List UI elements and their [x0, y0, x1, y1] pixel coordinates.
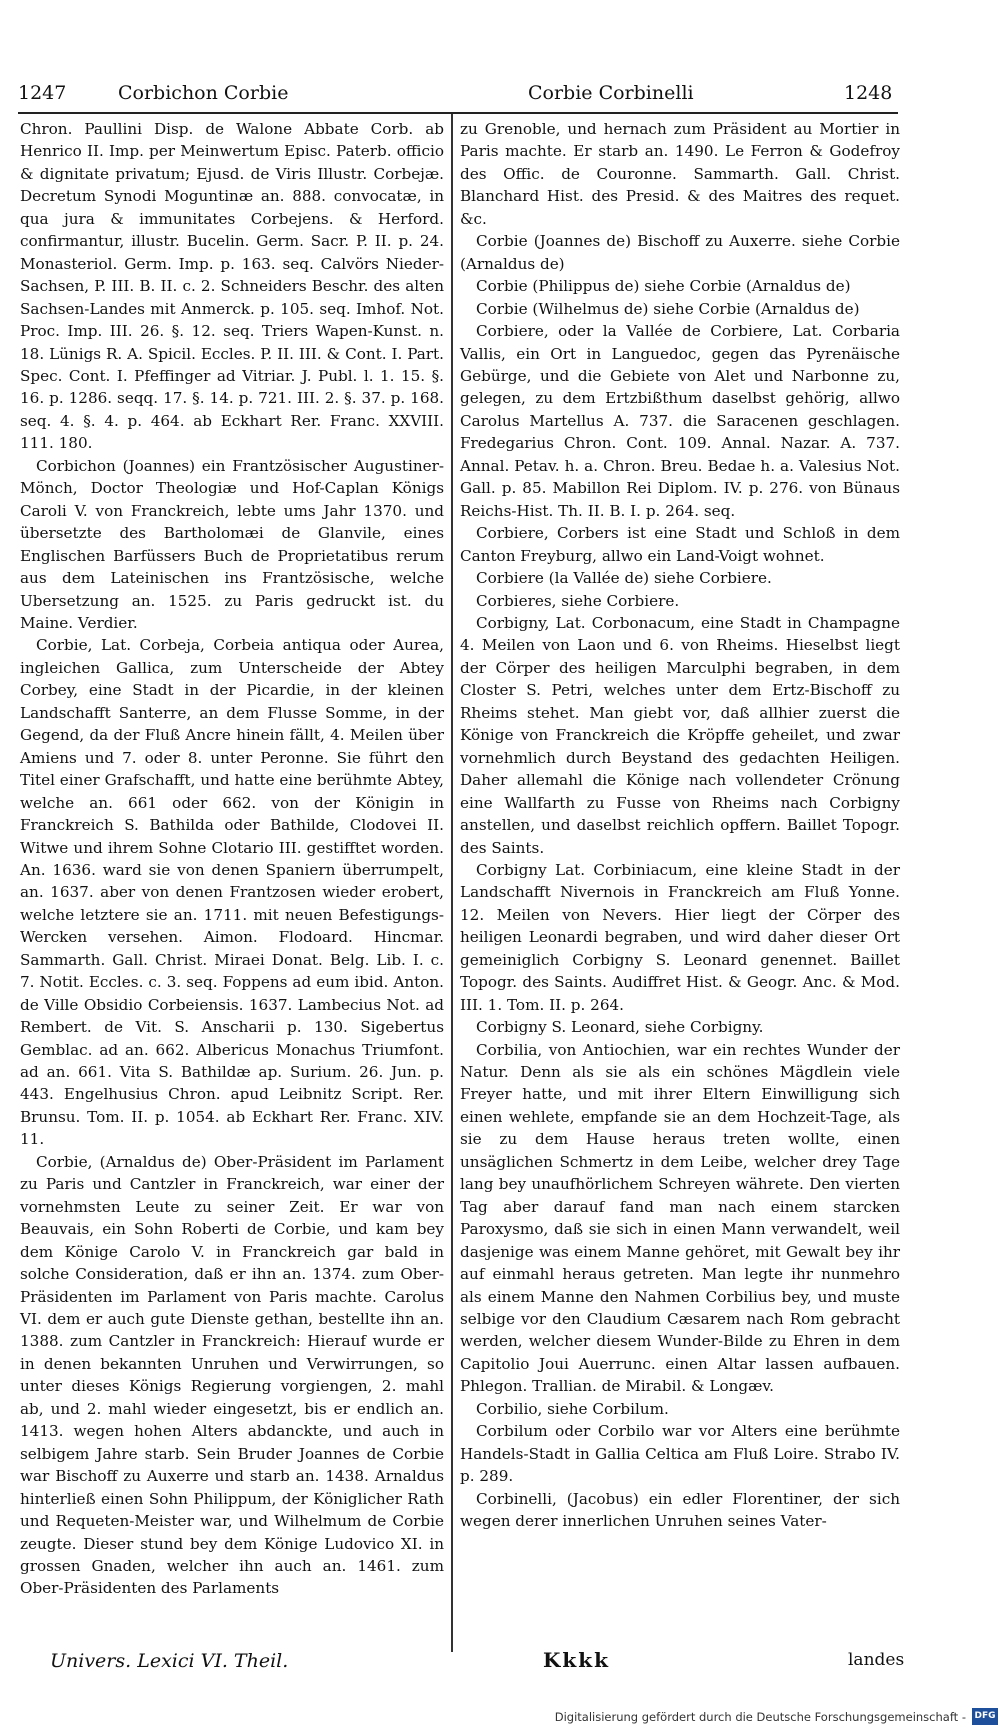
entry-paragraph: Corbilum oder Corbilo war vor Alters eine berühmte Handels-Stadt in Gallia Celtica am Fluß Loire. Strabo IV. p. 289. — [460, 1422, 900, 1486]
dfg-logo-icon: DFG — [972, 1708, 998, 1725]
entry-paragraph: Corbie, Lat. Corbeja, Corbeia antiqua oder Aurea, ingleichen Gallica, zum Unterscheide der Abtey Corbey, eine Stadt in der Picardie, in der kleinen Landschafft Santerre, an dem Flusse Somme, in der Gegend, da der Fluß Ancre hinein fällt, 4. Meilen über Amiens und 7. oder 8. unter Peronne. Sie führt den Titel einer Grafschafft, und hatte eine berühmte Abtey, welche an. 661 oder 662. von der Königin in Franckreich S. Bathilda oder Bathilde, Clodovei II. Witwe und ihrem Sohne Clotario III. gestifftet worden. An. 1636. ward sie von denen Spaniern überrumpelt, an. 1637. aber von denen Frantzosen wieder erobert, welche letztere sie an. 1711. mit neuen Befestigungs-Wercken versehen. Aimon. Flodoard. Hincmar. Sammarth. Gall. Christ. Miraei Donat. Belg. Lib. I. c. 7. Notit. Eccles. c. 3. seq. Foppens ad eum ibid. Anton. de Ville Obsidio Corbeiensis. 1637. Lambecius Not. ad Rembert. de Vit. S. Anscharii p. 130. Sigebertus Gemblac. ad an. 662. Albericus Monachus Triumfont. ad an. 661. Vita S. Bathildæ ap. Surium. 26. Jun. p. 443. Engelhusius Chron. apud Leibnitz Script. Rer. Brunsu. Tom. II. p. 1054. ab Eckhart Rer. Franc. XIV. 11. — [20, 636, 444, 1149]
page-number-left: 1247 — [18, 82, 67, 104]
digitization-credit-bar — [0, 1706, 1000, 1729]
entry-paragraph: Corbinelli, (Jacobus) ein edler Florentiner, der sich wegen derer innerlichen Unruhen seines Vater- — [460, 1489, 900, 1531]
entry-paragraph: Corbigny Lat. Corbiniacum, eine kleine Stadt in der Landschafft Nivernois in Franckreich am Fluß Yonne. 12. Meilen von Nevers. Hier liegt der Cörper des heiligen Leonardi begraben, und wird daher dieser Ort gemeiniglich Corbigny S. Leonard genennet. Baillet Topogr. des Saints. Audiffret Hist. & Geogr. Anc. & Mod. III. 1. Tom. II. p. 264. — [460, 860, 900, 1014]
headwords-right: Corbie Corbinelli — [528, 82, 694, 104]
entry-paragraph: Corbiere, Corbers ist eine Stadt und Schloß in dem Canton Freyburg, allwo ein Land-Voigt wohnet. — [460, 524, 900, 565]
entry-paragraph: Corbie, (Arnaldus de) Ober-Präsident im Parlament zu Paris und Cantzler in Franckreich, war einer der vornehmsten Leute zu seiner Zeit. Er war von Beauvais, ein Sohn Roberti de Corbie, und kam bey dem Könige Carolo V. in Franckreich gar bald in solche Consideration, daß er ihn an. 1374. zum Ober-Präsidenten im Parlament von Paris machte. Carolus VI. dem er auch gute Dienste gethan, bestellte ihn an. 1388. zum Cantzler in Franckreich: Hierauf wurde er in denen bekannten Unruhen und Verwirrungen, so unter dieses Königs Regierung vorgiengen, 2. mahl ab, und 2. mahl wieder eingesetzt, bis er endlich an. 1413. wegen hohen Alters abdanckte, und auch in selbigem Jahre starb. Sein Bruder Joannes de Corbie war Bischoff zu Auxerre und starb an. 1438. Arnaldus hinterließ einen Sohn Philippum, der Königlicher Rath und Requeten-Meister war, und Wilhelmum de Corbie zeugte. Dieser stund bey dem Könige Ludovico XI. in grossen Gnaden, welcher ihn auch an. 1461. zum Ober-Präsidenten des Parlaments — [20, 1152, 444, 1598]
entry-paragraph: Corbilia, von Antiochien, war ein rechtes Wunder der Natur. Denn als sie als ein schönes Mägdlein viele Freyer hatte, und mit ihrer Eltern Einwilligung sich einen wehlete, empfande sie an dem Hochzeit-Tage, als sie zu dem Hause heraus treten wollte, einen unsäglichen Schmertz in dem Leibe, welcher drey Tage lang bey unaufhörlichem Schreyen währete. Den vierten Tag aber darauf fand man nach einem starcken Paroxysmo, daß sie sich in einen Mann verwandelt, weil dasjenige was einem Manne gehöret, mit Gewalt bey ihr auf einmahl heraus getreten. Man legte ihr nunmehro als einem Manne den Nahmen Corbilius bey, und muste selbige vor den Claudium Cæsarem nach Rom gebracht werden, welcher diesem Wunder-Bilde zu Ehren in dem Capitolio Joui Auerrunc. einen Altar lassen aufbauen. Phlegon. Trallian. de Mirabil. & Longæv. — [460, 1040, 900, 1396]
entry-paragraph: Corbieres, siehe Corbiere. — [476, 591, 680, 610]
entry-paragraph: Corbie (Philippus de) siehe Corbie (Arnaldus de) — [476, 277, 851, 296]
volume-signature: Univers. Lexici VI. Theil. — [50, 1650, 289, 1672]
entry-paragraph: Corbie (Joannes de) Bischoff zu Auxerre. siehe Corbie (Arnaldus de) — [460, 232, 900, 273]
right-column — [460, 118, 900, 1533]
entry-paragraph: Chron. Paullini Disp. de Walone Abbate Corb. ab Henrico II. Imp. per Meinwertum Episc. Paterb. officio & dignitate privatum; Ejusd. de Viris Illustr. Corbejæ. Decretum Synodi Moguntinæ an. 888. convocatæ, in qua jura & immunitates Corbejens. & Herford. confirmantur, illustr. Bucelin. Germ. Sacr. P. II. p. 24. Monasteriol. Germ. Imp. p. 163. seq. Calvörs Nieder-Sachsen, P. III. B. II. c. 2. Schneiders Beschr. des alten Sachsen-Landes mit Anmerck. p. 105. seq. Imhof. Not. Proc. Imp. III. 26. §. 12. seq. Triers Wapen-Kunst. n. 18. Lünigs R. A. Spicil. Eccles. P. II. III. & Cont. I. Part. Spec. Cont. I. Pfeffinger ad Vitriar. J. Publ. l. 1. 15. §. 16. p. 1286. seqq. 17. §. 14. p. 721. III. 2. §. 37. p. 168. seq. 4. §. 4. p. 464. ab Eckhart Rer. Franc. XXVIII. 111. 180. — [20, 120, 444, 453]
entry-paragraph: Corbiere, oder la Vallée de Corbiere, Lat. Corbaria Vallis, ein Ort in Languedoc, gegen das Pyrenäische Gebürge, und die Gebiete von Alet und Narbonne zu, gelegen, zu dem Ertzbißthum daselbst gehörig, allwo Carolus Martellus A. 737. die Saracenen geschlagen. Fredegarius Chron. Cont. 109. Annal. Nazar. A. 737. Annal. Petav. h. a. Chron. Breu. Bedae h. a. Valesius Not. Gall. p. 85. Mabillon Rei Diplom. IV. p. 276. von Bünaus Reichs-Hist. Th. II. B. I. p. 264. seq. — [460, 322, 900, 520]
entry-paragraph: Corbiere (la Vallée de) siehe Corbiere. — [476, 569, 772, 588]
column-divider — [451, 114, 453, 1652]
entry-paragraph: Corbigny S. Leonard, siehe Corbigny. — [476, 1018, 764, 1037]
headwords-left: Corbichon Corbie — [118, 82, 289, 104]
catchword: landes — [848, 1650, 905, 1670]
page-header — [18, 82, 898, 108]
entry-paragraph: zu Grenoble, und hernach zum Präsident au Mortier in Paris machte. Er starb an. 1490. Le Ferron & Godefroy des Offic. de Couronne. Sammarth. Gall. Christ. Blanchard Hist. des Presid. & des Maitres des requet. &c. — [460, 120, 900, 228]
left-column — [20, 118, 444, 1600]
signature-mark: Kkkk — [543, 1648, 610, 1672]
header-rule — [18, 112, 898, 114]
entry-paragraph: Corbilio, siehe Corbilum. — [476, 1399, 669, 1418]
entry-paragraph: Corbigny, Lat. Corbonacum, eine Stadt in Champagne 4. Meilen von Laon und 6. von Rheims. Hieselbst liegt der Cörper des heiligen Marculphi begraben, in dem Closter S. Petri, welches unter dem Ertz-Bischoff zu Rheims stehet. Man giebt vor, daß allhier zuerst die Könige von Franckreich die Kröpffe geheilet, und zwar vornehmlich durch Beystand des gedachten Heiligen. Daher allemahl die Könige nach vollendeter Crönung eine Wallfarth zu Fusse von Rheims nach Corbigny anstellen, und daselbst reichlich opffern. Baillet Topogr. des Saints. — [460, 613, 900, 857]
entry-paragraph: Corbie (Wilhelmus de) siehe Corbie (Arnaldus de) — [476, 299, 860, 318]
credit-text: Digitalisierung gefördert durch die Deutsche Forschungsgemeinschaft - — [554, 1710, 966, 1724]
entry-paragraph: Corbichon (Joannes) ein Frantzösischer Augustiner-Mönch, Doctor Theologiæ und Hof-Caplan Königs Caroli V. von Franckreich, lebte ums Jahr 1370. und übersetzte des Bartholomæi de Glanvile, eines Englischen Barfüssers Buch de Proprietatibus rerum aus dem Lateinischen ins Frantzösische, welche Ubersetzung an. 1525. zu Paris gedruckt ist. du Maine. Verdier. — [20, 456, 444, 632]
page-number-right: 1248 — [844, 82, 893, 104]
